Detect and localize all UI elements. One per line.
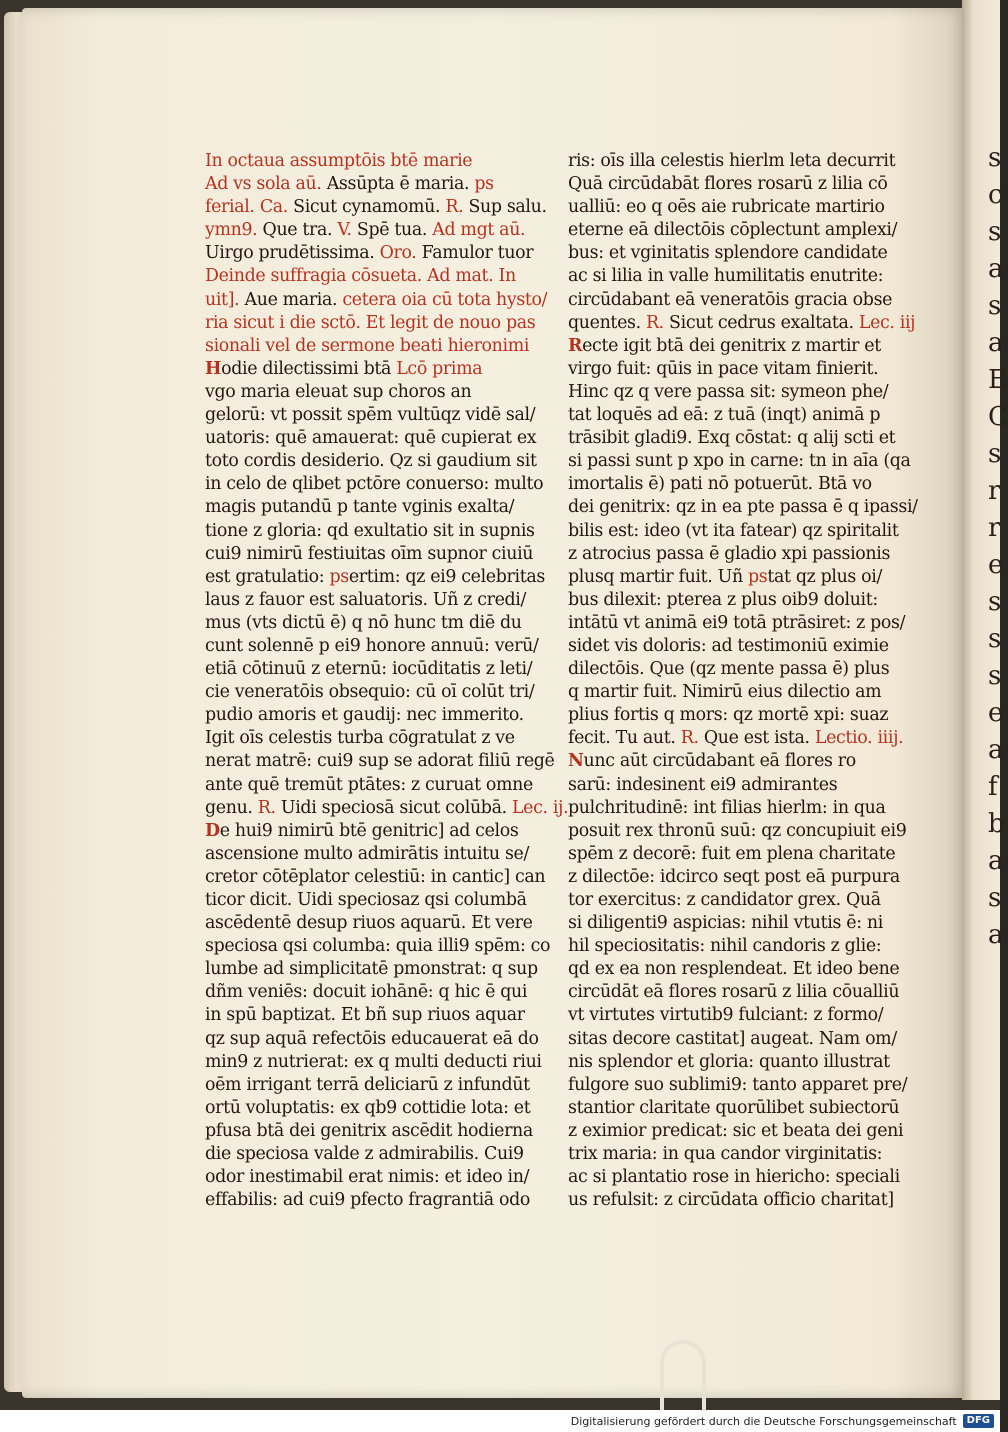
text-line: genu. R. Uidi speciosā sicut colūbā. Lec. ij.: [205, 797, 569, 818]
text-line: ualliū: eo q oēs aie rubricate martirio: [568, 197, 885, 218]
text-line: hil speciositatis: nihil candoris z glie:: [568, 936, 882, 957]
text-line: speciosa qsi columba: quia illi9 spēm: co: [205, 936, 551, 957]
text-line: ascēdentē desup riuos aquarū. Et vere: [205, 913, 533, 934]
text-line: min9 z nutrierat: ex q multi deducti riui: [205, 1051, 542, 1072]
text-line: oēm irrigant terrā deliciarū z infundūt: [205, 1074, 530, 1095]
text-line: si diligenti9 aspicias: nihil vtutis ē: ni: [568, 913, 883, 934]
text-line: In octaua assumptōis btē marie: [205, 151, 473, 171]
text-line: qd ex ea non resplendeat. Et ideo bene: [568, 959, 900, 980]
text-line: tor exercitus: z candidator grex. Quā: [568, 890, 881, 910]
text-line: laus z fauor est saluatoris. Uñ z credi/: [205, 589, 527, 610]
text-line: etiā cōtinuū z eternū: iocūditatis z leti/: [205, 659, 533, 680]
text-line: ortū voluptatis: ex qb9 cottidie lota: et: [205, 1097, 531, 1118]
left-text-column: [205, 150, 569, 1212]
text-line: Ad vs sola aū. Assūpta ē maria. ps: [205, 174, 494, 195]
text-line: in celo de qlibet pctōre conuerso: multo: [205, 474, 544, 495]
text-line: stantior claritate quorūlibet subiectorū: [568, 1097, 900, 1118]
text-line: sidet vis doloris: ad testimoniū eximie: [568, 635, 889, 656]
text-line: Recte igit btā dei genitrix z martir et: [568, 335, 881, 356]
facing-page-edge: s c s a s a E C s r r e s s s e a f b a s a: [962, 0, 1000, 1400]
text-line: sionali vel de sermone beati hieronimi: [205, 335, 530, 356]
text-line: Quā circūdabāt flores rosarū z lilia cō: [568, 174, 888, 195]
text-line: ris: oīs illa celestis hierlm leta decurrit: [568, 151, 896, 171]
text-line: gelorū: vt possit spēm vultūqz vidē sal/: [205, 405, 536, 426]
text-line: sitas decore castitat] augeat. Nam om/: [568, 1028, 897, 1049]
text-line: dilectōis. Que (qz mente passa ē) plus: [568, 659, 890, 680]
text-line: vgo maria eleuat sup choros an: [205, 381, 472, 402]
text-line: dñm veniēs: docuit iohānē: q hic ē qui: [205, 982, 528, 1003]
text-line: fecit. Tu aut. R. Que est ista. Lectio. iiij.: [568, 728, 904, 749]
text-line: bilis est: ideo (vt ita fatear) qz spiritalit: [568, 520, 899, 541]
text-line: tat loquēs ad eā: z tuā (inqt) animā p: [568, 405, 881, 426]
text-line: est gratulatio: psertim: qz ei9 celebritas: [205, 566, 545, 587]
text-line: fulgore suo sublimi9: tanto apparet pre/: [568, 1074, 908, 1095]
text-line: ac si lilia in valle humilitatis enutrite:: [568, 266, 884, 287]
text-line: Deinde suffragia cōsueta. Ad mat. In: [205, 266, 516, 287]
text-line: uit]. Aue maria. cetera oia cū tota hysto/: [205, 289, 548, 310]
text-line: tione z gloria: qd exultatio sit in supnis: [205, 520, 535, 541]
text-line: spēm z decorē: fuit em plena charitate: [568, 843, 896, 864]
footer-credit: Digitalisierung gefördert durch die Deutsche Forschungsgemeinschaft: [570, 1414, 957, 1428]
text-line: effabilis: ad cui9 pfecto fragrantiā odo: [205, 1190, 531, 1211]
text-line: Hinc qz q vere passa sit: symeon phe/: [568, 381, 889, 402]
text-line: bus: et vginitatis splendore candidate: [568, 243, 888, 264]
text-line: nerat matrē: cui9 sup se adorat filiū regē: [205, 751, 555, 772]
text-line: magis putandū p tante vginis exalta/: [205, 497, 515, 518]
text-line: Hodie dilectissimi btā Lcō prima: [205, 358, 483, 379]
text-line: si passi sunt p xpo in carne: tn in aīa (qa: [568, 451, 911, 472]
text-line: die speciosa valde z admirabilis. Cui9: [205, 1144, 524, 1165]
text-line: ymn9. Que tra. V. Spē tua. Ad mgt aū.: [205, 220, 526, 241]
text-line: Uirgo prudētissima. Oro. Famulor tuor: [205, 243, 534, 264]
text-line: vt virtutes virtutib9 fulciant: z formo/: [568, 1005, 884, 1026]
text-line: pudio amoris et gaudij: nec immerito.: [205, 705, 524, 726]
text-line: ria sicut i die sctō. Et legit de nouo pas: [205, 312, 536, 333]
text-line: circūdāt eā flores rosarū z lilia cōualliū: [568, 982, 900, 1003]
text-line: qz sup aquā refectōis educauerat eā do: [205, 1028, 539, 1049]
text-line: trāsibit gladi9. Exq cōstat: q alij scti et: [568, 428, 896, 449]
right-text-column: [568, 150, 918, 1212]
text-line: ac si plantatio rose in hiericho: speciali: [568, 1167, 900, 1188]
text-line: plius fortis q mors: qz mortē xpi: suaz: [568, 705, 889, 726]
text-line: quentes. R. Sicut cedrus exaltata. Lec. iij: [568, 312, 916, 333]
text-line: De hui9 nimirū btē genitric] ad celos: [205, 820, 519, 841]
text-line: imortalis ē) pati nō potuerūt. Btā vo: [568, 474, 872, 495]
text-line: odor inestimabil erat nimis: et ideo in/: [205, 1167, 530, 1188]
text-line: z eximior predicat: sic et beata dei geni: [568, 1120, 904, 1141]
text-line: ticor dicit. Uidi speciosaz qsi columbā: [205, 890, 527, 910]
text-line: intātū vt animā ei9 totā ptrāsiret: z pos/: [568, 612, 906, 633]
dfg-logo: DFG: [963, 1414, 994, 1428]
text-line: cretor cōtēplator celestiū: in cantic] can: [205, 866, 546, 887]
text-line: posuit rex thronū suū: qz concupiuit ei9: [568, 820, 907, 841]
text-line: trix maria: in qua candor virginitatis:: [568, 1144, 883, 1165]
text-line: uatoris: quē amauerat: quē cupierat ex: [205, 428, 537, 449]
text-line: dei genitrix: qz in ea pte passa ē q ipassi/: [568, 497, 918, 518]
text-line: plusq martir fuit. Uñ pstat qz plus oi/: [568, 566, 883, 587]
book-clip: [660, 1340, 706, 1420]
text-line: pfusa btā dei genitrix ascēdit hodierna: [205, 1120, 533, 1141]
text-line: lumbe ad simplicitatē pmonstrat: q sup: [205, 959, 538, 980]
text-line: mus (vts dictū ē) q nō hunc tm diē du: [205, 612, 522, 633]
text-line: z atrocius passa ē gladio xpi passionis: [568, 543, 891, 564]
text-line: cie veneratōis obsequio: cū oī colūt tri/: [205, 682, 535, 703]
text-line: cunt solennē p ei9 honore annuū: verū/: [205, 635, 539, 656]
text-line: pulchritudinē: int filias hierlm: in qua: [568, 797, 886, 818]
text-line: ascensione multo admirātis intuitu se/: [205, 843, 529, 864]
text-line: virgo fuit: qūis in pace vitam finierit.: [568, 358, 879, 379]
text-line: z dilectōe: idcirco seqt post eā purpura: [568, 866, 900, 887]
text-line: ante quē tremūt ptātes: z curuat omne: [205, 774, 533, 795]
text-line: q martir fuit. Nimirū eius dilectio am: [568, 682, 882, 703]
digitization-footer: [0, 1410, 1000, 1432]
text-line: us refulsit: z circūdata officio charitat]: [568, 1190, 894, 1211]
text-line: circūdabant eā veneratōis gracia obse: [568, 289, 893, 310]
text-line: bus dilexit: pterea z plus oib9 doluit:: [568, 589, 878, 610]
text-line: Nunc aūt circūdabant eā flores ro: [568, 751, 856, 772]
text-line: Igit oīs celestis turba cōgratulat z ve: [205, 728, 515, 749]
text-line: nis splendor et gloria: quanto illustrat: [568, 1051, 890, 1072]
text-line: eterne eā dilectōis cōplectunt amplexi/: [568, 220, 898, 241]
text-line: cui9 nimirū festiuitas oīm supnor ciuiū: [205, 543, 534, 564]
text-line: toto cordis desiderio. Qz si gaudium sit: [205, 451, 537, 472]
text-line: in spū baptizat. Et bñ sup riuos aquar: [205, 1005, 525, 1026]
text-line: ferial. Ca. Sicut cynamomū. R. Sup salu.: [205, 197, 547, 218]
text-line: sarū: indesinent ei9 admirantes: [568, 774, 838, 795]
